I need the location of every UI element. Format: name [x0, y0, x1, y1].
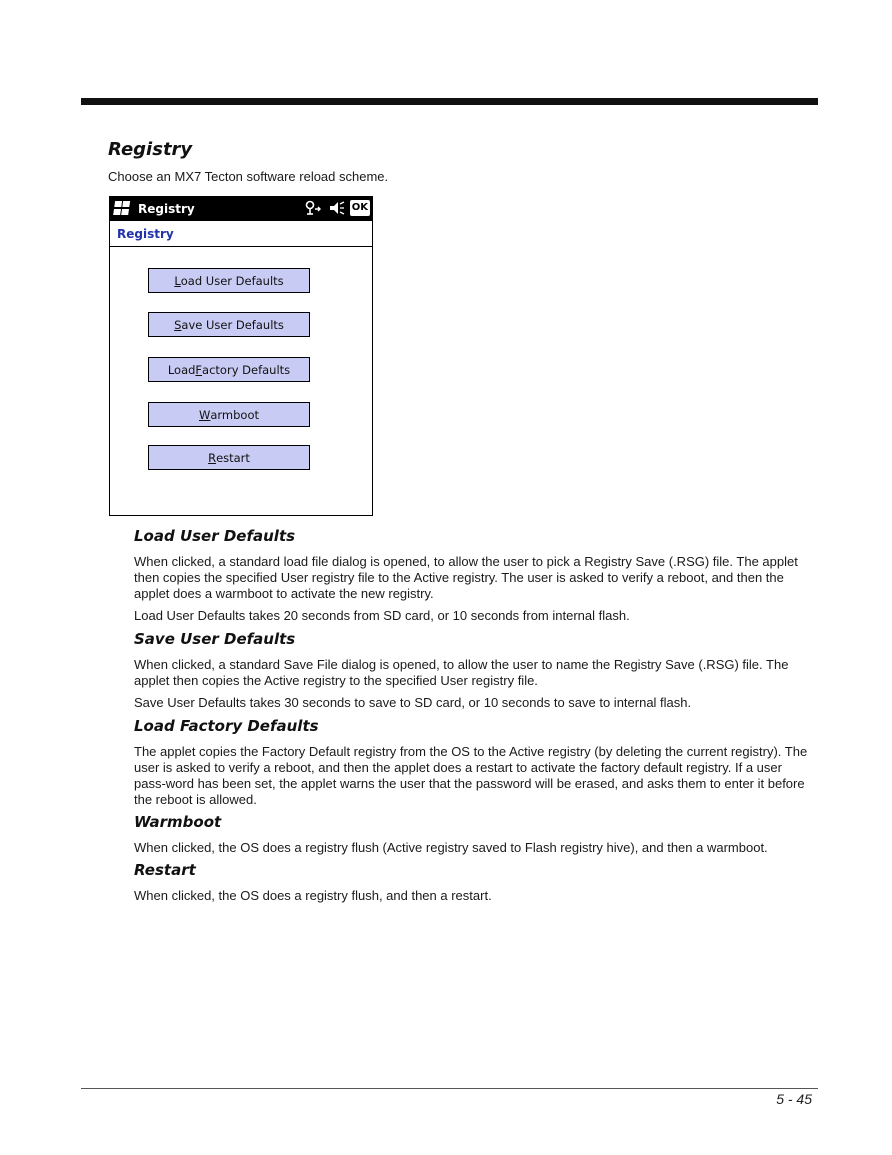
mnemonic-letter: L — [174, 273, 181, 288]
warmboot-button[interactable]: W armboot — [148, 402, 310, 427]
device-screenshot — [109, 196, 373, 516]
device-section-title: Registry — [110, 221, 372, 247]
device-titlebar — [110, 197, 372, 221]
intro-text: Choose an MX7 Tecton software reload scheme. — [108, 169, 389, 184]
mnemonic-letter: F — [195, 362, 203, 377]
section-title-warmboot: Warmboot — [134, 813, 222, 831]
section-title-load-user-defaults: Load User Defaults — [134, 527, 296, 545]
paragraph: When clicked, the OS does a registry flush, and then a restart. — [134, 888, 492, 903]
paragraph: The applet copies the Factory Default registry from the OS to the Active registry (by deleting the current registry). The user is asked to verify a reboot, and then the applet does a restart to activate the factory default registry. If a user pass-word has been set, the applet warns the user that the password will be erased, and asks them to enter it before the reboot is allowed. — [134, 744, 808, 807]
volume-icon[interactable] — [327, 200, 345, 216]
paragraph: Save User Defaults takes 30 seconds to save to SD card, or 10 seconds to save to internal flash. — [134, 695, 692, 710]
load-factory-defaults-button[interactable]: Load F actory Defaults — [148, 357, 310, 382]
load-user-defaults-button[interactable]: L oad User Defaults — [148, 268, 310, 293]
paragraph: Load User Defaults takes 20 seconds from SD card, or 10 seconds from internal flash. — [134, 608, 630, 623]
footer-rule — [81, 1088, 818, 1089]
page-title: Registry — [108, 139, 193, 160]
section-title-save-user-defaults: Save User Defaults — [134, 630, 296, 648]
device-window-title: Registry — [138, 202, 195, 216]
section-title-restart: Restart — [134, 861, 196, 879]
section-title-load-factory-defaults: Load Factory Defaults — [134, 717, 319, 735]
ok-button[interactable]: OK — [350, 200, 370, 216]
windows-start-icon[interactable] — [113, 201, 133, 217]
paragraph: When clicked, a standard load file dialog is opened, to allow the user to pick a Registry Save (.RSG) file. The applet then copies the specified User registry file to the Active registry. The user is asked to verify a reboot, and then the applet does a warmboot to activate the new registry. — [134, 554, 798, 601]
header-rule — [81, 98, 818, 105]
paragraph: When clicked, a standard Save File dialog is opened, to allow the user to name the Registry Save (.RSG) file. The applet then copies the Active registry to the specified User registry file. — [134, 657, 789, 688]
mnemonic-letter: W — [198, 407, 211, 422]
page-number: 5 - 45 — [776, 1091, 812, 1107]
mnemonic-letter: S — [174, 317, 182, 332]
paragraph: When clicked, the OS does a registry flush (Active registry saved to Flash registry hive), and then a warmboot. — [134, 840, 768, 855]
save-user-defaults-button[interactable]: S ave User Defaults — [148, 312, 310, 337]
restart-button[interactable]: R estart — [148, 445, 310, 470]
connectivity-icon[interactable] — [304, 200, 322, 216]
mnemonic-letter: R — [208, 450, 217, 465]
